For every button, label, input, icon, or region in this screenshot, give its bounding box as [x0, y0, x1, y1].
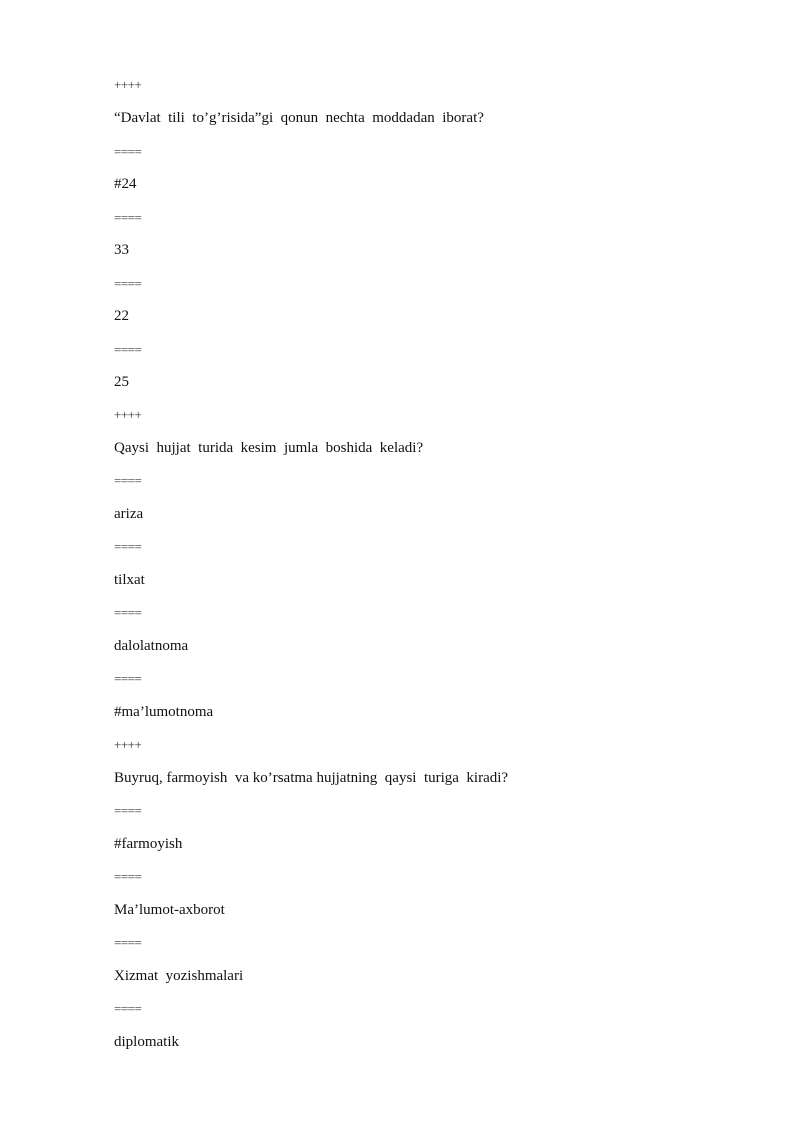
question-separator: ++++	[114, 77, 142, 92]
answer-separator: ====	[114, 539, 142, 554]
answer-separator: ====	[114, 935, 142, 950]
answer-option: tilxat	[114, 572, 145, 588]
question-separator: ++++	[114, 407, 142, 422]
answer-separator: ====	[114, 671, 142, 686]
answer-separator: ====	[114, 803, 142, 818]
answer-separator: ====	[114, 210, 142, 225]
answer-option: Ma’lumot-axborot	[114, 902, 225, 918]
answer-separator: ====	[114, 473, 142, 488]
answer-option: #ma’lumotnoma	[114, 704, 214, 720]
answer-option: diplomatik	[114, 1034, 179, 1050]
question-text: “Davlat tili to’g’risida”gi qonun nechta moddadan iborat?	[114, 110, 484, 126]
answer-separator: ====	[114, 144, 142, 159]
question-text: Buyruq, farmoyish va ko’rsatma hujjatning qaysi turiga kiradi?	[114, 770, 509, 786]
answer-option: 25	[114, 374, 129, 390]
answer-separator: ====	[114, 869, 142, 884]
answer-option: Xizmat yozishmalari	[114, 968, 244, 984]
answer-option: #farmoyish	[114, 836, 183, 852]
answer-option: 33	[114, 242, 129, 258]
answer-option: dalolatnoma	[114, 638, 189, 654]
answer-separator: ====	[114, 342, 142, 357]
answer-option: #24	[114, 176, 137, 192]
answer-separator: ====	[114, 1001, 142, 1016]
answer-option: ariza	[114, 506, 144, 522]
question-separator: ++++	[114, 737, 142, 752]
answer-separator: ====	[114, 276, 142, 291]
question-text: Qaysi hujjat turida kesim jumla boshida keladi?	[114, 440, 424, 456]
answer-option: 22	[114, 308, 129, 324]
answer-separator: ====	[114, 605, 142, 620]
